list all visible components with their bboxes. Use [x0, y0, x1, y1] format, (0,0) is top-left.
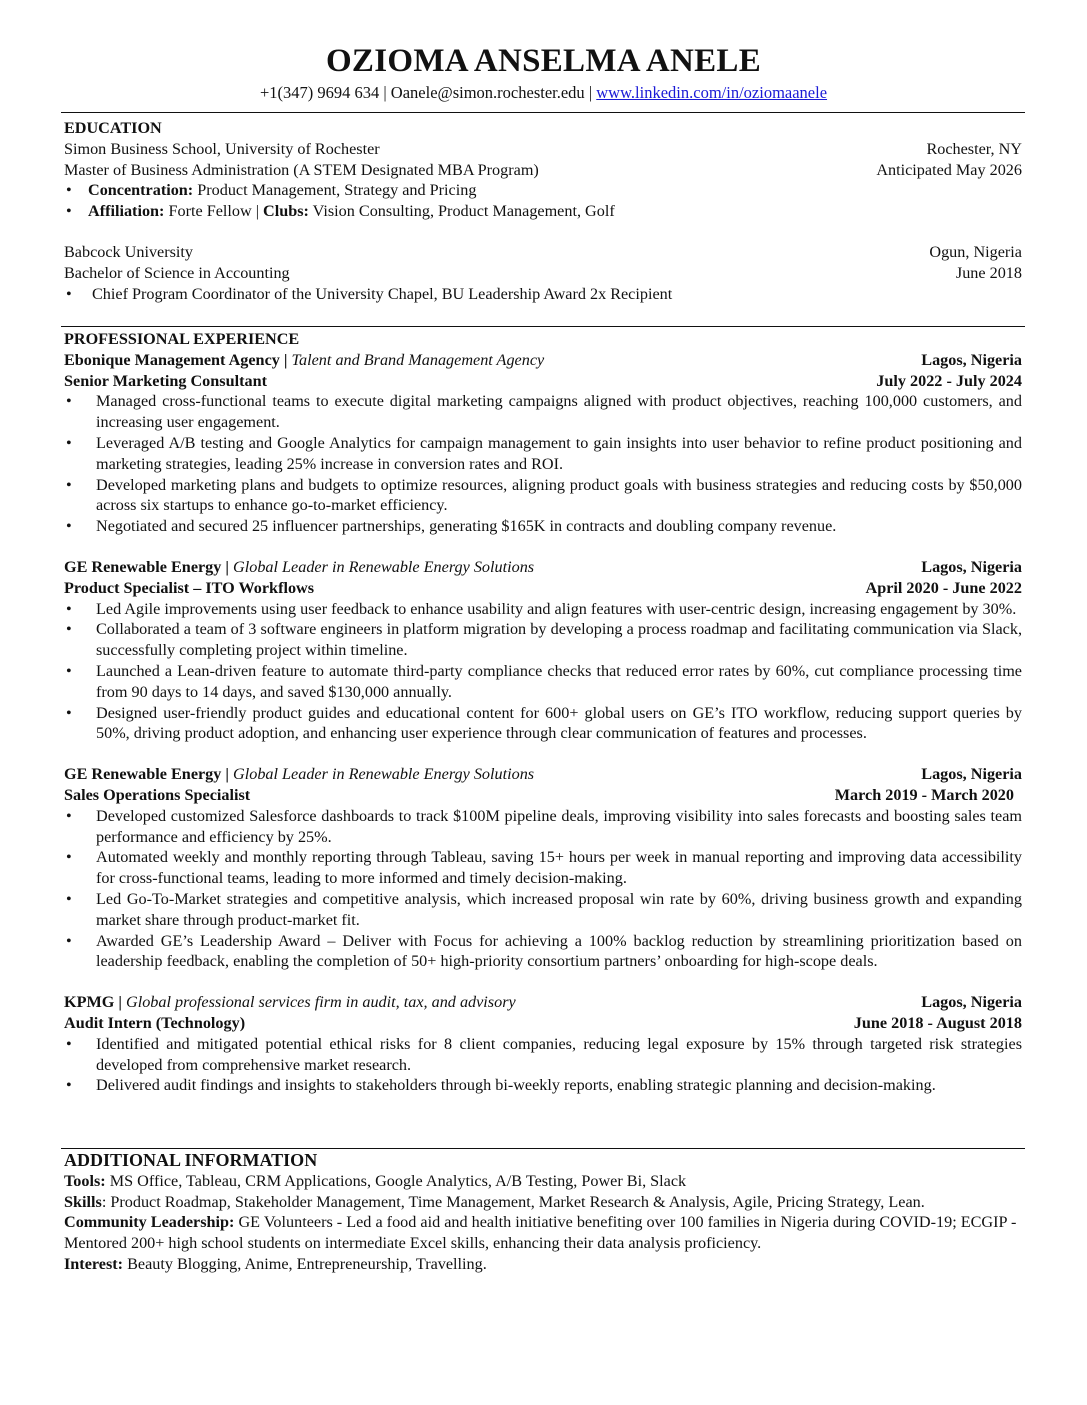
company-name: Ebonique Management Agency | — [64, 350, 292, 369]
resume-header — [0, 42, 1087, 104]
tools-line — [64, 1171, 1022, 1192]
list-item: • Designed user-friendly product guides and educational content for 600+ global users on GE’s ITO workflow, reducing support queries by 50%, driving product adoption, and enhancing user experience through clear communication of features and processes. — [64, 703, 1022, 745]
bullet-label: Affiliation: — [88, 202, 165, 221]
company-name: GE Renewable Energy | — [64, 765, 234, 784]
experience-section — [64, 329, 1022, 1096]
education-section — [64, 118, 1022, 304]
job-dates: March 2019 - March 2020 — [834, 785, 1014, 804]
job-location: Lagos, Nigeria — [921, 993, 1022, 1012]
job-entry — [64, 764, 1022, 972]
school-location: Ogun, Nigeria — [929, 242, 1022, 261]
list-item: • Launched a Lean-driven feature to automate third-party compliance checks that reduced error rates by 60%, cut compliance processing time from 90 days to 14 days, and saved $130,000 annually. — [64, 661, 1022, 703]
list-item — [64, 201, 1022, 222]
additional-title: ADDITIONAL INFORMATION — [64, 1150, 318, 1170]
job-entry — [64, 557, 1022, 744]
job-location: Lagos, Nigeria — [921, 350, 1022, 369]
list-item: • Developed customized Salesforce dashboards to track $100M pipeline deals, improving visibility into sales forecasts and boosting sales team performance and efficiency by 25%. — [64, 806, 1022, 848]
job-role-row — [64, 578, 1022, 599]
experience-divider — [61, 1148, 1025, 1149]
education-title: EDUCATION — [64, 119, 162, 137]
contact-text: +1(347) 9694 634 | Oanele@simon.rochester.edu | — [259, 83, 597, 102]
list-item — [64, 284, 1022, 305]
list-item: • Managed cross-functional teams to execute digital marketing campaigns aligned with product objectives, reaching 100,000 customers, and increasing user engagement. — [64, 391, 1022, 433]
linkedin-link[interactable]: www.linkedin.com/in/oziomaanele — [596, 83, 828, 102]
job-entry — [64, 350, 1022, 537]
job-role-row — [64, 785, 1022, 806]
edu-degree-row — [64, 263, 1022, 284]
edu-school-row — [64, 242, 1022, 263]
tools-label: Tools: — [64, 1171, 106, 1190]
school-location: Rochester, NY — [926, 139, 1022, 158]
bullet-label: Concentration: — [88, 181, 194, 200]
interest-label: Interest: — [64, 1254, 124, 1273]
list-item: • Developed marketing plans and budgets to optimize resources, aligning product goals with business strategies and reducing costs by $50,000 across six startups to enhance go-to-market efficiency. — [64, 475, 1022, 517]
additional-section — [64, 1150, 1022, 1275]
tools-text: MS Office, Tableau, CRM Applications, Google Analytics, A/B Testing, Power Bi, Slack — [105, 1171, 687, 1190]
list-item: • Automated weekly and monthly reporting through Tableau, saving 15+ hours per week in manual reporting and improving data accessibility for cross-functional teams, leading to more informed and timely decision-making. — [64, 847, 1022, 889]
company-desc: Global Leader in Renewable Energy Solutions — [233, 557, 535, 576]
job-dates: June 2018 - August 2018 — [853, 1013, 1022, 1032]
job-role: Sales Operations Specialist — [64, 785, 251, 804]
interest-line — [64, 1254, 1022, 1275]
school-name: Babcock University — [64, 242, 194, 261]
bullet-text: Forte Fellow | — [164, 202, 264, 221]
bullet-label: Clubs: — [263, 202, 309, 221]
job-role: Senior Marketing Consultant — [64, 371, 267, 390]
experience-title: PROFESSIONAL EXPERIENCE — [64, 330, 300, 348]
skills-text: : Product Roadmap, Stakeholder Management, Time Management, Market Research & Analysis, Agile, Pricing Strategy, Lean. — [101, 1192, 925, 1211]
spacer — [64, 744, 1022, 764]
job-company-row — [64, 350, 1022, 371]
community-text: GE Volunteers - Led a food aid and health initiative benefiting over 100 families in Nigeria during COVID-19; ECGIP - Mentored 200+ high school students on intermediate Excel skills, enhancing their data analysis proficiency. — [64, 1213, 1017, 1253]
spacer — [64, 537, 1022, 557]
company-desc: Talent and Brand Management Agency — [291, 350, 545, 369]
job-company-row — [64, 992, 1022, 1013]
job-company-row — [64, 764, 1022, 785]
job-bullets — [64, 806, 1022, 972]
job-role: Product Specialist – ITO Workflows — [64, 578, 315, 597]
interest-text: Beauty Blogging, Anime, Entrepreneurship, Travelling. — [123, 1254, 487, 1273]
skills-label: Skills — [64, 1192, 102, 1211]
degree-name: Master of Business Administration (A STEM Designated MBA Program) — [64, 160, 539, 179]
list-item: • Negotiated and secured 25 influencer partnerships, generating $165K in contracts and doubling company revenue. — [64, 516, 1022, 537]
list-item: • Leveraged A/B testing and Google Analytics for campaign management to gain insights into user behavior to refine product positioning and marketing strategies, leading 25% increase in conversion rates and ROI. — [64, 433, 1022, 475]
company-desc: Global Leader in Renewable Energy Solutions — [233, 765, 535, 784]
edu-bullets — [64, 180, 1022, 222]
job-bullets — [64, 599, 1022, 745]
company-desc: Global professional services firm in audit, tax, and advisory — [126, 993, 516, 1012]
job-location: Lagos, Nigeria — [921, 765, 1022, 784]
job-role-row — [64, 1013, 1022, 1034]
list-item: • Led Go-To-Market strategies and competitive analysis, which increased proposal win rate by 60%, driving business growth and expanding market share through product-market fit. — [64, 889, 1022, 931]
contact-line — [0, 82, 1087, 104]
edu-bullets — [64, 284, 1022, 305]
company-name: GE Renewable Energy | — [64, 557, 234, 576]
school-name: Simon Business School, University of Rochester — [64, 139, 380, 158]
skills-line — [64, 1192, 1022, 1213]
job-bullets — [64, 1034, 1022, 1096]
degree-date: June 2018 — [955, 263, 1022, 282]
list-item: • Collaborated a team of 3 software engineers in platform migration by developing a process roadmap and facilitating communication via Slack, successfully completing project within timeline. — [64, 619, 1022, 661]
spacer — [64, 222, 1022, 242]
list-item: • Delivered audit findings and insights to stakeholders through bi-weekly reports, enabling strategic planning and decision-making. — [64, 1075, 1022, 1096]
spacer — [64, 972, 1022, 992]
community-line — [64, 1212, 1022, 1254]
list-item: • Identified and mitigated potential ethical risks for 8 client companies, reducing legal exposure by 15% through targeted risk strategies developed from comprehensive market research. — [64, 1034, 1022, 1076]
header-divider — [61, 112, 1025, 113]
bullet-text: Product Management, Strategy and Pricing — [193, 181, 477, 200]
job-bullets — [64, 391, 1022, 537]
degree-name: Bachelor of Science in Accounting — [64, 263, 290, 282]
education-divider — [61, 326, 1025, 327]
list-item: • Awarded GE’s Leadership Award – Deliver with Focus for achieving a 100% backlog reduction by streamlining prioritization based on leadership feedback, enabling the completion of 50+ high-priority consortium partners’ onboarding for high-scope deals. — [64, 931, 1022, 973]
list-item — [64, 180, 1022, 201]
bullet-text: Chief Program Coordinator of the University Chapel, BU Leadership Award 2x Recipient — [92, 284, 673, 303]
job-entry — [64, 992, 1022, 1096]
edu-degree-row — [64, 160, 1022, 181]
job-dates: April 2020 - June 2022 — [865, 578, 1022, 597]
edu-school-row — [64, 139, 1022, 160]
list-item: • Led Agile improvements using user feedback to enhance usability and align features with user-centric design, increasing engagement by 30%. — [64, 599, 1022, 620]
job-role: Audit Intern (Technology) — [64, 1013, 246, 1032]
candidate-name: OZIOMA ANSELMA ANELE — [325, 43, 762, 79]
company-name: KPMG | — [64, 993, 127, 1012]
degree-date: Anticipated May 2026 — [876, 160, 1022, 179]
job-location: Lagos, Nigeria — [921, 557, 1022, 576]
job-company-row — [64, 557, 1022, 578]
community-label: Community Leadership: — [64, 1213, 235, 1232]
job-role-row — [64, 371, 1022, 392]
bullet-text: Vision Consulting, Product Management, Golf — [308, 202, 615, 221]
job-dates: July 2022 - July 2024 — [876, 371, 1022, 390]
